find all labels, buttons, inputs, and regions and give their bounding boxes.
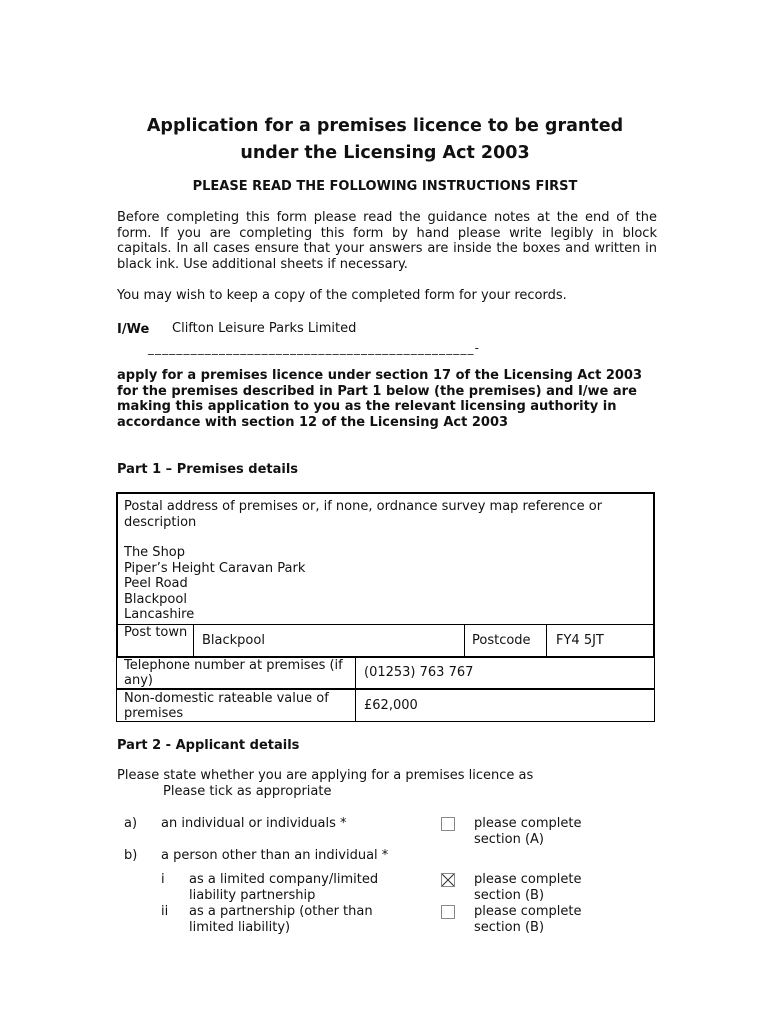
cell-divider — [355, 657, 356, 688]
keep-copy-note: You may wish to keep a copy of the completed form for your records. — [117, 288, 567, 303]
part1-heading: Part 1 – Premises details — [117, 462, 299, 477]
sub-option-i-text: as a limited company/limited liability partnership — [189, 872, 379, 903]
postcode-label: Postcode — [465, 625, 547, 657]
tick-hint: Please tick as appropriate — [163, 784, 332, 799]
address-line: Blackpool — [124, 591, 187, 607]
address-field[interactable] — [124, 545, 305, 623]
form-title-line-1: Application for a premises licence to be granted — [146, 116, 624, 136]
cell-divider — [355, 690, 356, 721]
option-a-instruction: please complete section (A) — [474, 816, 582, 847]
post-town-field[interactable]: Blackpool — [194, 625, 465, 657]
option-b-letter: b) — [124, 848, 138, 863]
sub-option-ii-text: as a partnership (other than limited liability) — [189, 904, 373, 935]
rateable-value-label: Non-domestic rateable value of premises — [124, 691, 329, 721]
applicant-type-question: Please state whether you are applying for a premises licence as — [117, 768, 534, 783]
intro-paragraph: Before completing this form please read the guidance notes at the end of the form. If you are completing this form by hand please write legibly in block capitals. In all cases ensure that your answers are inside the boxes and written in black ink. Use additional sheets if necessary. — [117, 210, 657, 272]
checked-cross-icon — [442, 874, 454, 886]
address-line: Piper’s Height Caravan Park — [124, 560, 306, 576]
address-line: Peel Road — [124, 576, 188, 592]
option-b-text: a person other than an individual * — [161, 848, 389, 863]
address-line: Lancashire — [124, 607, 195, 623]
post-town-label: Post town — [118, 625, 194, 657]
applicant-label: I/We — [117, 322, 150, 337]
telephone-field[interactable]: (01253) 763 767 — [364, 665, 474, 680]
postcode-field[interactable]: FY4 5JT — [556, 633, 604, 648]
address-line: The Shop — [124, 545, 186, 560]
apply-statement: apply for a premises licence under section 17 of the Licensing Act 2003 for the premises described in Part 1 below (the premises) and I/we are making this application to you as the relevant licensing authority in accordance with section 12 of the Licensing Act 2003 — [117, 368, 642, 430]
applicant-type-intro — [117, 768, 533, 800]
sub-option-i-checkbox[interactable] — [441, 873, 455, 887]
post-town-row — [118, 624, 653, 657]
instructions-heading: PLEASE READ THE FOLLOWING INSTRUCTIONS FIRST — [192, 179, 578, 194]
sub-option-i-numeral: i — [161, 872, 165, 887]
part2-heading: Part 2 - Applicant details — [117, 738, 300, 753]
sub-option-ii-instruction: please complete section (B) — [474, 904, 582, 935]
telephone-label: Telephone number at premises (if any) — [124, 658, 343, 688]
option-a-text: an individual or individuals * — [161, 816, 347, 831]
premises-address-box — [116, 492, 655, 658]
address-label: Postal address of premises or, if none, ordnance survey map reference or description — [124, 499, 603, 530]
option-a-letter: a) — [124, 816, 138, 831]
sub-option-ii-numeral: ii — [161, 904, 169, 919]
telephone-row — [116, 656, 655, 689]
sub-option-i-instruction: please complete section (B) — [474, 872, 582, 903]
rateable-value-row — [116, 689, 655, 722]
sub-option-ii-checkbox[interactable] — [441, 905, 455, 919]
option-a-checkbox[interactable] — [441, 817, 455, 831]
rateable-value-field[interactable]: £62,000 — [364, 698, 418, 713]
form-title-line-2: under the Licensing Act 2003 — [240, 143, 530, 163]
applicant-name-field[interactable]: Clifton Leisure Parks Limited — [172, 321, 357, 336]
applicant-underline: ______________________________________________- — [148, 341, 481, 355]
